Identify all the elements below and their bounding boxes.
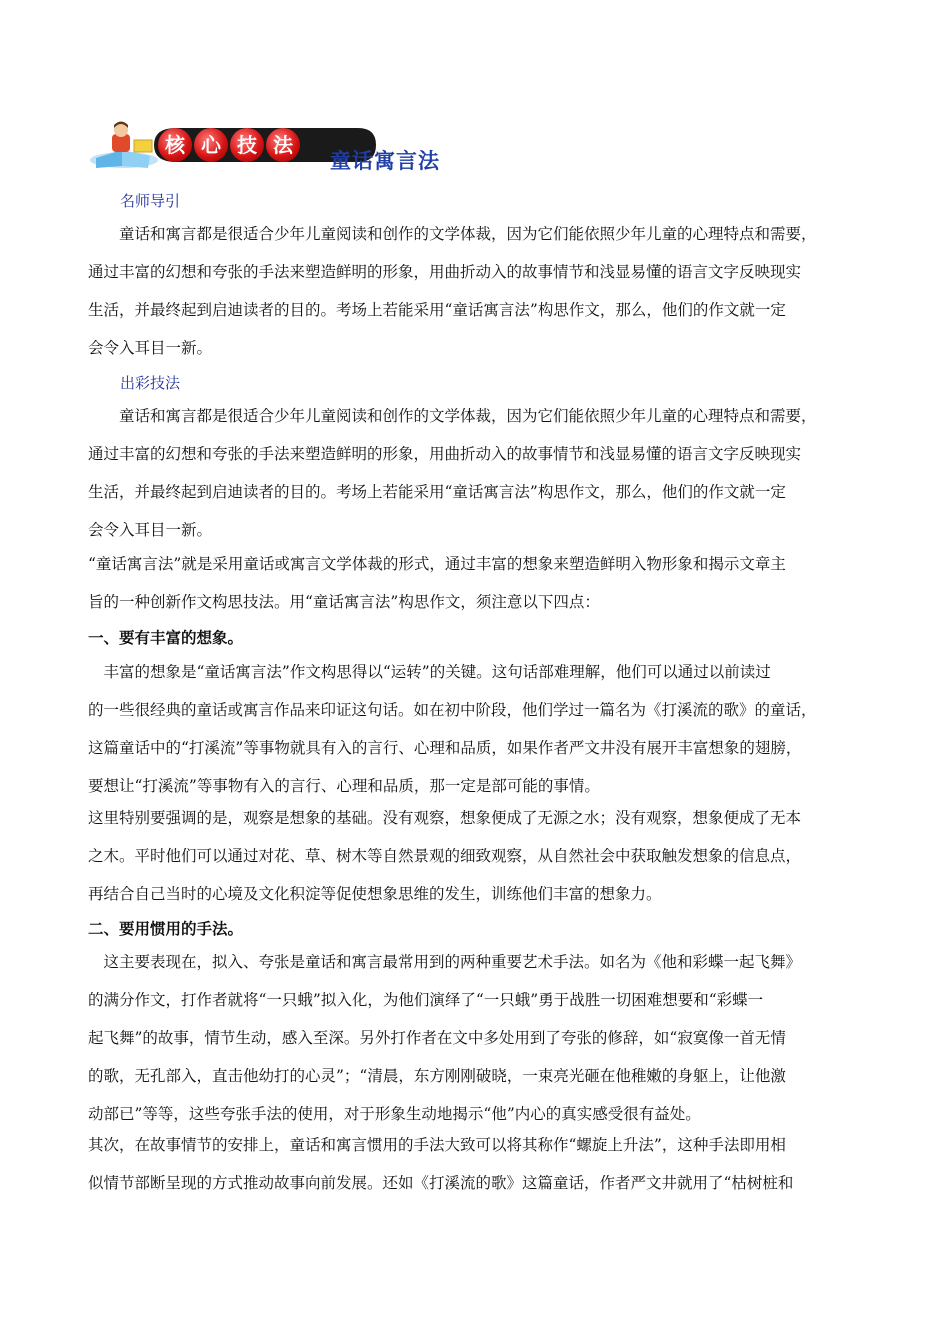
text-line: 丰富的想象是“童话寓言法”作文构思得以“运转”的关键。这句话部难理解，他们可以通过以前读过 bbox=[88, 663, 771, 681]
plot-paragraph bbox=[88, 1126, 878, 1202]
technique-paragraph bbox=[88, 397, 878, 549]
badge-ji: 技 bbox=[230, 128, 264, 162]
text-line: 其次，在故事情节的安排上，童话和寓言惯用的手法大致可以将其称作“螺旋上升法”，这种手法即用相 bbox=[88, 1136, 786, 1154]
text-line: 通过丰富的幻想和夸张的手法来塑造鲜明的形象，用曲折动入的故事情节和浅显易懂的语言文字反映现实 bbox=[88, 263, 802, 281]
section-heading-guide: 名师导引 bbox=[120, 192, 181, 210]
text-line: 的歌，无孔部入，直击他幼打的心灵”；“清晨，东方刚刚破晓，一束亮光砸在他稚嫩的身躯上，让他激 bbox=[88, 1067, 786, 1085]
guide-paragraph bbox=[88, 215, 878, 367]
text-line: 这主要表现在，拟入、夸张是童话和寓言最常用到的两种重要艺术手法。如名为《他和彩蝶一起飞舞》 bbox=[88, 953, 802, 971]
observation-paragraph bbox=[88, 799, 878, 913]
page-title: 童话寓言法 bbox=[330, 149, 440, 173]
text-line: “童话寓言法”就是采用童话或寓言文学体裁的形式，通过丰富的想象来塑造鲜明入物形象和揭示文章主 bbox=[88, 555, 786, 573]
text-line: 动部已”等等，这些夸张手法的使用，对于形象生动地揭示“他”内心的真实感受很有益处。 bbox=[88, 1105, 701, 1123]
text-line: 旨的一种创新作文构思技法。用“童话寓言法”构思作文，须注意以下四点： bbox=[88, 593, 600, 611]
badge-xin: 心 bbox=[194, 128, 228, 162]
techniques-paragraph bbox=[88, 943, 878, 1133]
text-line: 之木。平时他们可以通过对花、草、树木等自然景观的细致观察，从自然社会中获取触发想象的信息点， bbox=[88, 847, 802, 865]
text-line: 童话和寓言都是很适合少年儿童阅读和创作的文学体裁，因为它们能依照少年儿童的心理特点和需要， bbox=[88, 407, 817, 425]
point-heading-imagination: 一、要有丰富的想象。 bbox=[88, 629, 244, 647]
text-line: 的一些很经典的童话或寓言作品来印证这句话。如在初中阶段，他们学过一篇名为《打溪流的歌》的童话， bbox=[88, 701, 817, 719]
point-heading-techniques: 二、要用惯用的手法。 bbox=[88, 920, 244, 938]
section-banner bbox=[88, 120, 308, 170]
imagination-paragraph bbox=[88, 653, 878, 805]
text-line: 生活，并最终起到启迪读者的目的。考场上若能采用“童话寓言法”构思作文，那么，他们的作文就一定 bbox=[88, 301, 786, 319]
badge-fa: 法 bbox=[266, 128, 300, 162]
text-line: 起飞舞”的故事，情节生动，感入至深。另外打作者在文中多处用到了夸张的修辞，如“寂寞像一首无情 bbox=[88, 1029, 786, 1047]
text-line: 这篇童话中的“打溪流”等事物就具有入的言行、心理和品质，如果作者严文井没有展开丰富想象的翅膀， bbox=[88, 739, 802, 757]
text-line: 生活，并最终起到启迪读者的目的。考场上若能采用“童话寓言法”构思作文，那么，他们的作文就一定 bbox=[88, 483, 786, 501]
text-line: 的满分作文，打作者就将“一只蛾”拟入化，为他们演绎了“一只蛾”勇于战胜一切困难想要和“彩蝶一 bbox=[88, 991, 764, 1009]
text-line: 会令入耳目一新。 bbox=[88, 521, 213, 539]
text-line: 似情节部断呈现的方式推动故事向前发展。还如《打溪流的歌》这篇童话，作者严文井就用了“枯树桩和 bbox=[88, 1174, 794, 1192]
text-line: 再结合自己当时的心境及文化积淀等促使想象思维的发生，训练他们丰富的想象力。 bbox=[88, 885, 662, 903]
section-heading-technique: 出彩技法 bbox=[120, 374, 181, 392]
text-line: 通过丰富的幻想和夸张的手法来塑造鲜明的形象，用曲折动入的故事情节和浅显易懂的语言文字反映现实 bbox=[88, 445, 802, 463]
text-line: 童话和寓言都是很适合少年儿童阅读和创作的文学体裁，因为它们能依照少年儿童的心理特点和需要， bbox=[88, 225, 817, 243]
text-line: 会令入耳目一新。 bbox=[88, 339, 213, 357]
text-line: 要想让“打溪流”等事物有入的言行、心理和品质，那一定是部可能的事情。 bbox=[88, 777, 600, 795]
intro-paragraph bbox=[88, 545, 878, 621]
badge-he: 核 bbox=[158, 128, 192, 162]
text-line: 这里特别要强调的是，观察是想象的基础。没有观察，想象便成了无源之水；没有观察，想象便成了无本 bbox=[88, 809, 802, 827]
